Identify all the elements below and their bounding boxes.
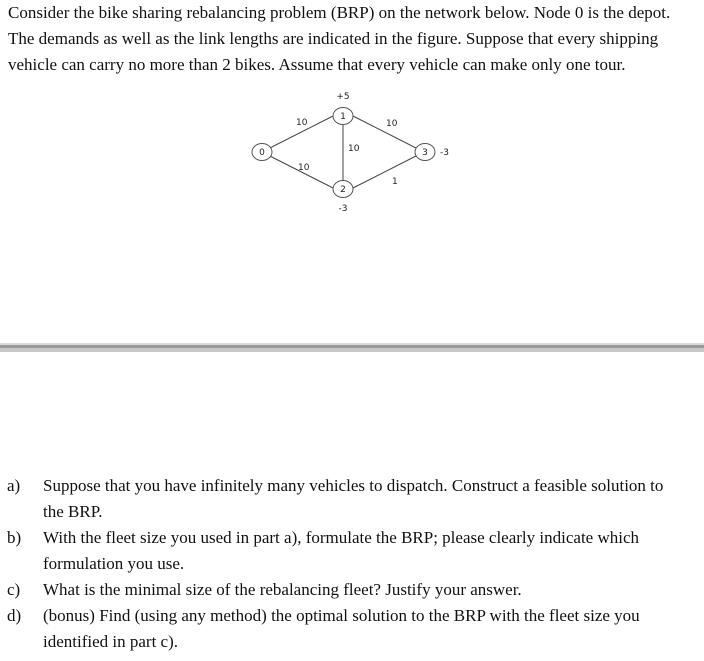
question-text: What is the minimal size of the rebalancing fleet? Justify your answer. (43, 580, 522, 599)
node-label: 0 (259, 148, 265, 158)
node-label: 1 (340, 112, 346, 122)
edge-label-1-3: 10 (386, 119, 398, 129)
edge-label-0-2: 10 (298, 163, 310, 173)
section-divider (0, 343, 704, 352)
question-text: formulation you use. (43, 554, 185, 573)
intro-line: Consider the bike sharing rebalancing problem (BRP) on the network below. Node 0 is the depot. (8, 3, 671, 22)
demand-node-3: -3 (440, 148, 449, 158)
question-label: c) (7, 580, 21, 599)
question-text: Suppose that you have infinitely many vehicles to dispatch. Construct a feasible solution to (43, 476, 664, 495)
demand-node-2: -3 (338, 204, 348, 214)
question-text: (bonus) Find (using any method) the optimal solution to the BRP with the fleet size you (43, 606, 640, 625)
edge-1-3 (353, 116, 416, 148)
edge-label-1-2: 10 (348, 144, 360, 154)
question-label: b) (7, 528, 22, 547)
question-d (0, 603, 693, 655)
node-2 (333, 181, 353, 198)
question-text: identified in part c). (43, 632, 179, 651)
question-b (0, 525, 693, 577)
node-0 (252, 144, 272, 161)
intro-line: The demands as well as the link lengths are indicated in the figure. Suppose that every shipping (8, 29, 659, 48)
question-text: the BRP. (43, 502, 103, 521)
edge-2-3 (353, 156, 416, 188)
demand-node-1: +5 (336, 92, 350, 102)
question-label: d) (7, 606, 22, 625)
node-label: 3 (422, 148, 428, 158)
node-1 (333, 108, 353, 125)
question-c (0, 577, 693, 603)
intro-line: vehicle can carry no more than 2 bikes. Assume that every vehicle can make only one tour. (8, 55, 626, 74)
node-3 (415, 144, 435, 161)
edge-label-2-3: 1 (392, 177, 398, 187)
question-list (0, 473, 704, 655)
question-text: With the fleet size you used in part a), formulate the BRP; please clearly indicate which (43, 528, 640, 547)
node-label: 2 (340, 185, 346, 195)
edge-label-0-1: 10 (296, 118, 308, 128)
question-label: a) (7, 476, 21, 495)
question-a (0, 473, 693, 525)
